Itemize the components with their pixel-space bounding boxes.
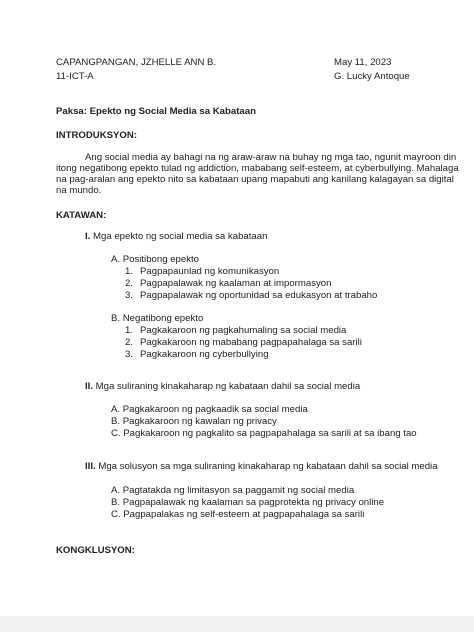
section-1-title: Mga epekto ng social media sa kabataan bbox=[93, 231, 268, 242]
section-2-title: Mga suliraning kinakaharap ng kabataan dahil sa social media bbox=[95, 381, 361, 392]
conclusion-heading: KONGKLUSYON: bbox=[56, 545, 135, 556]
list-item: A. Pagtatakda ng limitasyon sa paggamit ng social media bbox=[111, 485, 355, 496]
section-1-numeral: I. bbox=[85, 231, 91, 242]
list-number: 1. bbox=[125, 325, 134, 336]
list-item: C. Pagkakaroon ng pagkalito sa pagpapahalaga sa sarili at sa ibang tao bbox=[111, 428, 417, 439]
list-item: A. Pagkakaroon ng pagkaadik sa social media bbox=[111, 404, 308, 415]
topic-title: Paksa: Epekto ng Social Media sa Kabataan bbox=[56, 106, 256, 117]
section-3-numeral: III. bbox=[85, 461, 96, 472]
list-number: 1. bbox=[125, 266, 134, 277]
page-bottom-bar bbox=[0, 616, 474, 632]
section-1-heading bbox=[85, 231, 267, 243]
introduction-line: na pag-aralan ang epekto nito sa kabataan upang mapabuti ang kanilang kalagayan sa digital bbox=[56, 174, 454, 185]
date-label: May 11, 2023 bbox=[334, 57, 392, 68]
introduction-line: na mundo. bbox=[56, 185, 102, 196]
introduction-line: Ang social media ay bahagi na ng araw-araw na buhay ng mga tao, ngunit mayroon din bbox=[85, 152, 457, 163]
list-item: C. Pagpapalakas ng self-esteem at pagpapahalaga sa sarili bbox=[111, 509, 365, 520]
list-item: Pagkakaroon ng pagkahumaling sa social media bbox=[140, 325, 347, 336]
negative-effects-label: B. Negatibong epekto bbox=[111, 313, 204, 324]
list-number: 2. bbox=[125, 337, 134, 348]
positive-effects-label: A. Positibong epekto bbox=[111, 254, 200, 265]
section-3-heading bbox=[85, 461, 438, 473]
section-2-heading bbox=[85, 381, 360, 393]
section-2-numeral: II. bbox=[85, 381, 93, 392]
teacher-name: G. Lucky Antoque bbox=[334, 71, 410, 82]
list-item: Pagkakaroon ng cyberbullying bbox=[140, 349, 269, 360]
author-name: CAPANGPANGAN, JZHELLE ANN B. bbox=[56, 57, 217, 68]
list-item: Pagpapalawak ng kaalaman at impormasyon bbox=[140, 278, 332, 289]
body-heading: KATAWAN: bbox=[56, 210, 107, 221]
list-item: B. Pagpapalawak ng kaalaman sa pagprotekta ng privacy online bbox=[111, 497, 385, 508]
section-3-title: Mga solusyon sa mga suliraning kinakaharap ng kabataan dahil sa social media bbox=[98, 461, 438, 472]
list-item: Pagpapalawak ng oportunidad sa edukasyon at trabaho bbox=[140, 290, 378, 301]
list-item: Pagpapaunlad ng komunikasyon bbox=[140, 266, 280, 277]
list-item: B. Pagkakaroon ng kawalan ng privacy bbox=[111, 416, 277, 427]
introduction-heading: INTRODUKSYON: bbox=[56, 130, 138, 141]
section-label: 11-ICT-A bbox=[56, 71, 94, 82]
introduction-line: itong negatibong epekto tulad ng addiction, mababang self-esteem, at cyberbullying. Mahalaga bbox=[56, 163, 459, 174]
list-number: 3. bbox=[125, 349, 134, 360]
list-number: 2. bbox=[125, 278, 134, 289]
list-item: Pagkakaroon ng mababang pagpapahalaga sa sarili bbox=[140, 337, 362, 348]
list-number: 3. bbox=[125, 290, 134, 301]
